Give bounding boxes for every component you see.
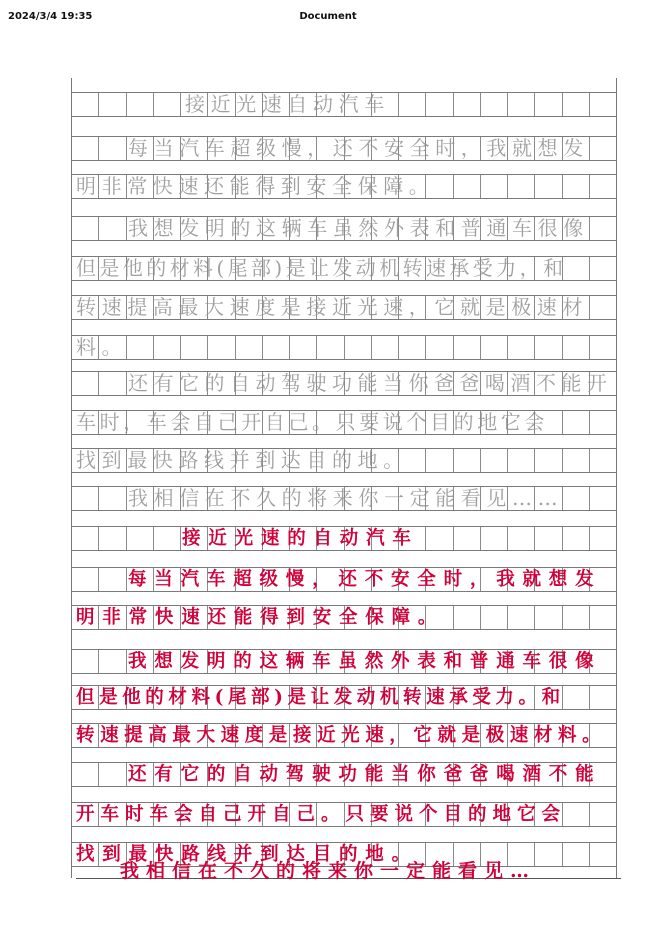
- final-line: 还有它的自动驾驶功能当你爸爸喝酒不能: [128, 764, 602, 785]
- draft-line: 找到最快路线并到达目的地。: [76, 448, 409, 472]
- grid-row: [72, 567, 616, 592]
- draft-line: 但是他的材料(尾部)是让发动机转速承受力，和: [76, 256, 567, 280]
- grid-row: [72, 685, 616, 710]
- grid-row: [72, 723, 616, 748]
- grid-paper: [71, 78, 617, 878]
- draft-line: 明非常快速还能得到安全保障。: [76, 174, 435, 198]
- grid-row: [72, 762, 616, 787]
- draft-line: 转速提高最大速度是接近光速，它就是极速材: [76, 295, 588, 319]
- document-title: Document: [299, 11, 357, 22]
- grid-row: [72, 410, 616, 435]
- grid-row: [72, 486, 616, 511]
- final-title: 接近光速的自动汽车: [182, 528, 419, 549]
- grid-row: [72, 295, 616, 320]
- print-header: [0, 0, 656, 34]
- draft-title: 接近光速自动汽车: [185, 92, 390, 116]
- final-line: 但是他的材料(尾部)是让发动机转速承受力。和: [76, 687, 565, 708]
- print-timestamp: 2024/3/4 19:35: [8, 11, 93, 22]
- final-line: 开车时车会自己开自己。只要说个目的地它会: [76, 804, 567, 825]
- draft-line: 我想发明的这辆车虽然外表和普通车很像: [128, 216, 589, 240]
- final-line: 转速提高最大速度是接近光速，它就是极速材料。: [76, 725, 607, 746]
- draft-line: 料。: [76, 335, 128, 359]
- final-line: 明非常快速还能得到安全保障。: [76, 607, 445, 628]
- grid-row: [72, 605, 616, 630]
- grid-row: [72, 802, 616, 827]
- grid-row: [72, 136, 616, 161]
- grid-row: [72, 92, 616, 117]
- grid-row: [72, 371, 616, 396]
- final-line: 我相信在不久的将来你一定能看见…: [120, 860, 537, 882]
- grid-cells: [72, 335, 616, 360]
- grid-row: [72, 448, 616, 473]
- grid-row: [72, 649, 616, 674]
- draft-line: 还有它的自动驾驶功能当你爸爸喝酒不能开: [128, 371, 613, 395]
- grid-row: [72, 526, 616, 551]
- final-line: 找到最快路线并到达目的地。: [76, 844, 418, 865]
- final-line: 我想发明的这辆车虽然外表和普通车很像: [128, 651, 602, 672]
- grid-row: [72, 256, 616, 281]
- draft-line: 每当汽车超级慢，还不安全时，我就想发: [128, 136, 589, 160]
- grid-row: [72, 174, 616, 199]
- final-line: 每当汽车超级慢，还不安全时，我就想发: [128, 569, 602, 590]
- draft-line: 车时，车会自己开自己。只要说个目的地它会: [76, 410, 548, 434]
- grid-row: [72, 335, 616, 360]
- grid-row: [72, 216, 616, 241]
- draft-line: 我相信在不久的将来你一定能看见……: [128, 486, 564, 510]
